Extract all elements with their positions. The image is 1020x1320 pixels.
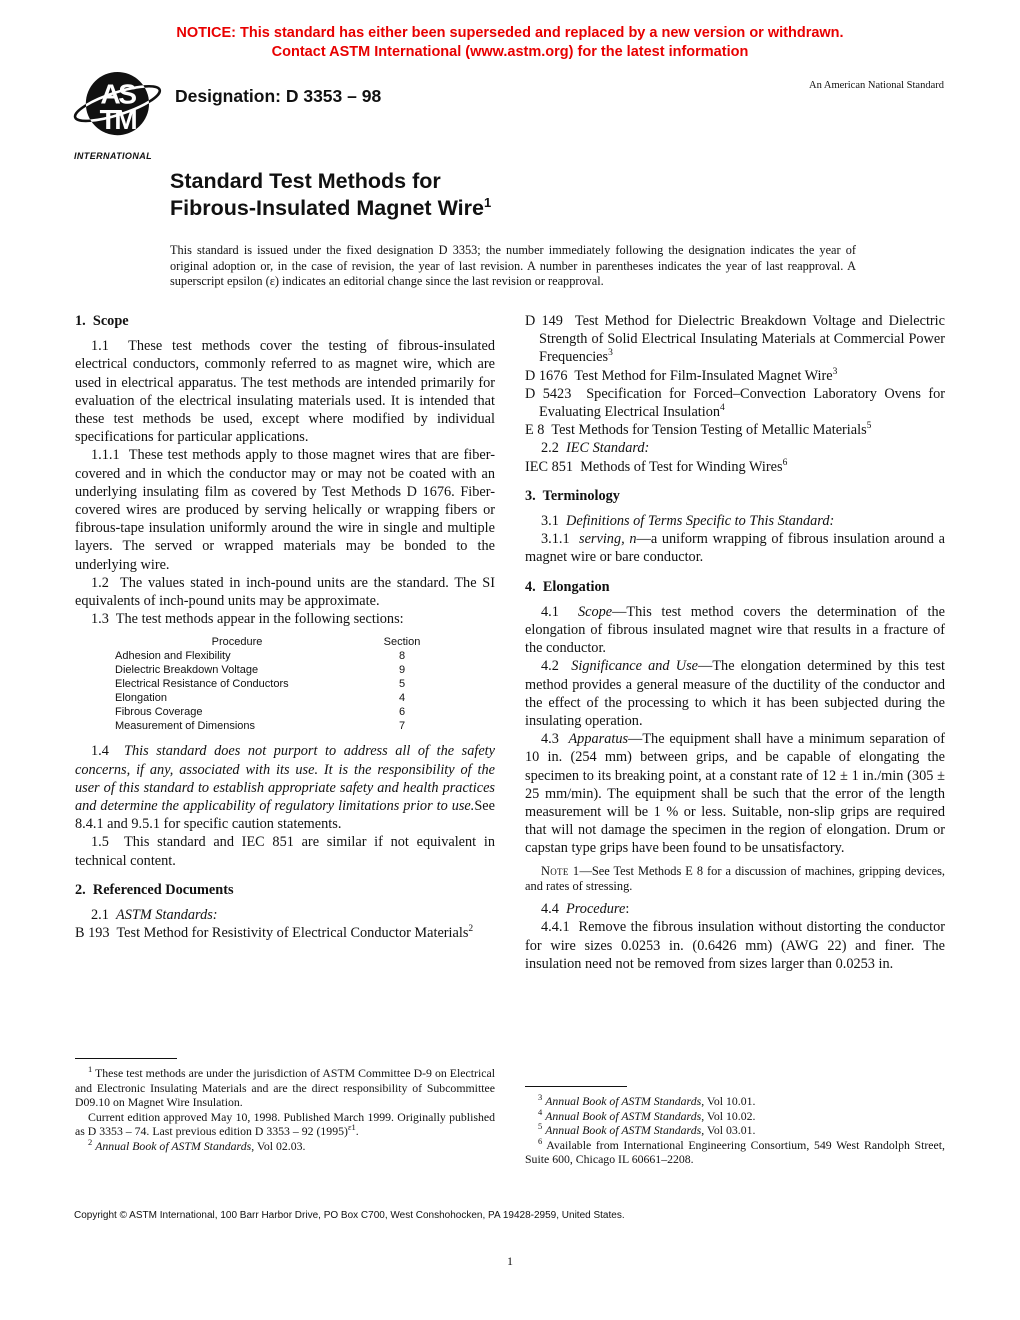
footnote-1b: Current edition approved May 10, 1998. Published March 1999. Originally published as D 3353 – 74. Last previous edition D 3353 – 92 $(1995)^{\varepsilon 1}$. [75,1109,495,1139]
logo-text-bottom: TM [99,103,136,136]
para-1-1: 1.1 These test methods cover the testing of fibrous-insulated electrical conductors, commonly referred to as magnet wire, which are used in electrical apparatus. The test methods are intended primarily for evaluation of the electrical insulating materials used. It is intended that these test methods be used, except where modified by individual specifications for particular applications. [75,338,495,446]
notice-line-1: NOTICE: This standard has either been superseded and replaced by a new version or withdrawn. [176,25,844,41]
para-4-4-1: 4.4.1 Remove the fibrous insulation without distorting the conductor for wire sizes 0.0253 in. (0.6426 mm) (AWG 22) and finer. The insulation need not be removed from sizes larger than 0.0253 in. [525,919,945,972]
para-4-1: 4.1 Scope—This test method covers the determination of the elongation of fibrous insulated magnet wire that results in a fracture of the conductor. [525,603,945,657]
astm-logo-icon [72,66,168,148]
table-row: Dielectric Breakdown Voltage 9 [115,664,406,677]
para-2-1: 2.1 ASTM Standards: [91,907,218,924]
footnote-5: $^5$ Annual Book of ASTM Standards, Vol 03.01. [538,1121,756,1138]
table-row: Fibrous Coverage 6 [115,706,406,719]
para-4-3: 4.3 Apparatus—The equipment shall have a minimum separation of 10 in. (254 mm) between grips, and be capable of elongating the specimen to its breaking point, at a constant rate of 12 ± 1 in./min (305 ± 25 mm/min). The equipment shall be such that the error of the length measurement will be 1 % or less. Suitable, non-slip grips are required that will not damage the specimen in the region of elongation. Drum or capstan type grips have been found to be unsatisfactory. [525,731,945,857]
para-1-1-1: 1.1.1 These test methods apply to those magnet wires that are fiber-covered and in which the conductor may or may not be coated with an underlying insulating film as covered by Test Methods D 1676. Fiber-covered wires are produced by serving helically or wrapping fibers or fibrous-tape insulation uniformly around the wire in single and multiple layers. The served or wrapped materials may be bonded to the underlying wire. [75,447,495,573]
page-number: 1 [507,1254,513,1268]
para-1-5: 1.5 This standard and IEC 851 are similar if not equivalent in technical content. [75,834,495,869]
footnote-rule [525,1086,627,1087]
table-row: Elongation 4 [115,692,406,705]
reference-item: D 149 Test Method for Dielectric Breakdown Voltage and Dielectric Strength of Solid Electrical Insulating Materials at Commercial Power Frequencies$^3$ [525,313,945,366]
reference-item: B 193 Test Method for Resistivity of Electrical Conductor Materials$^2$ [75,924,474,942]
para-4-2: 4.2 Significance and Use—The elongation determined by this test method provides a general measure of the ductility of the conductor and the effect of the processing to which it has been subjected during the insulating operation. [525,658,945,730]
procedure-table-header [115,635,445,649]
footnote-rule [75,1058,177,1059]
reference-item: D 5423 Specification for Forced–Convection Laboratory Ovens for Evaluating Electrical Insulation$^4$ [525,385,945,421]
note-1: Note 1—See Test Methods E 8 for a discussion of machines, gripping devices, and rates of stressing. [525,863,945,893]
copyright-line: Copyright © ASTM International, 100 Barr Harbor Drive, PO Box C700, West Conshohocken, PA 19428-2959, United States. [74,1210,625,1221]
reference-item: D 1676 Test Method for Film-Insulated Magnet Wire$^3$ [525,366,838,384]
reference-item: IEC 851 Methods of Test for Winding Wires$^6$ [525,457,788,475]
para-1-4: 1.4 This standard does not purport to address all of the safety concerns, if any, associated with its use. It is the responsibility of the user of this standard to establish appropriate safety and health practices and determine the applicability of regulatory limitations prior to use.See 8.4.1 and 9.5.1 for specific caution statements. [75,743,495,833]
logo-subtitle: INTERNATIONAL [74,151,153,161]
footnote-6: $^6$ Available from International Engineering Consortium, 549 West Randolph Street, Suite 600, Chicago IL 60661–2208. [525,1135,945,1167]
col-procedure: Procedure [211,636,263,649]
para-4-4: 4.4 Procedure: [541,901,630,918]
designation: Designation: D 3353 – 98 [175,86,382,106]
left-footnotes [75,1058,495,1154]
footnote-4: $^4$ Annual Book of ASTM Standards, Vol 10.02. [538,1106,756,1123]
footnote-3: $^3$ Annual Book of ASTM Standards, Vol 10.01. [538,1092,756,1108]
notice-line-2: Contact ASTM International (www.astm.org) for the latest information [271,44,749,60]
para-1-2: 1.2 The values stated in inch-pound units are the standard. The SI equivalents of inch-pound units may be approximate. [75,574,495,610]
para-3-1-1: 3.1.1 serving, n—a uniform wrapping of fibrous insulation around a magnet wire or bare conductor. [525,531,945,566]
table-row: Measurement of Dimensions 7 [115,720,406,733]
footnote-2: $^2$ Annual Book of ASTM Standards, Vol 02.03. [88,1137,306,1153]
footnote-1: $^1$ These test methods are under the jurisdiction of ASTM Committee D-9 on Electrical and Electronic Insulating Materials and are the direct responsibility of Subcommittee D09.10 on Magnet Wire Insulation. [75,1064,495,1110]
issuance-paragraph: This standard is issued under the fixed designation D 3353; the number immediately following the designation indicates the year of original adoption or, in the case of revision, the year of last revision. A number in parentheses indicates the year of last reapproval. A superscript epsilon (ε) indicates an editorial change since the last revision or reapproval. [170,243,856,289]
document-title [170,168,491,222]
col-section: Section [383,636,421,649]
section-2-heading: 2. Referenced Documents [75,881,234,898]
para-1-3: 1.3 The test methods appear in the following sections: [91,611,404,628]
title-line-2: Fibrous-Insulated Magnet Wire$^1$ [170,194,492,220]
title-footnote-ref: 1 [483,194,492,210]
para-3-1: 3.1 Definitions of Terms Specific to This Standard: [541,513,835,530]
procedure-table [115,635,445,733]
section-4-heading: 4. Elongation [525,578,610,595]
right-footnotes [525,1086,945,1167]
supersession-notice [0,24,1020,62]
section-3-heading: 3. Terminology [525,487,620,504]
logo-text-top: AS [100,77,135,110]
para-2-2: 2.2 IEC Standard: [541,440,650,457]
table-row: Electrical Resistance of Conductors 5 [115,678,406,691]
right-column [525,312,945,973]
table-row: Adhesion and Flexibility 8 [115,650,406,663]
astm-logo [70,66,170,161]
national-standard-note: An American National Standard [808,80,944,91]
reference-item: E 8 Test Methods for Tension Testing of Metallic Materials$^5$ [525,421,872,439]
section-1-heading: 1. Scope [75,313,129,329]
left-column [75,312,495,942]
title-line-1: Standard Test Methods for [170,169,441,193]
